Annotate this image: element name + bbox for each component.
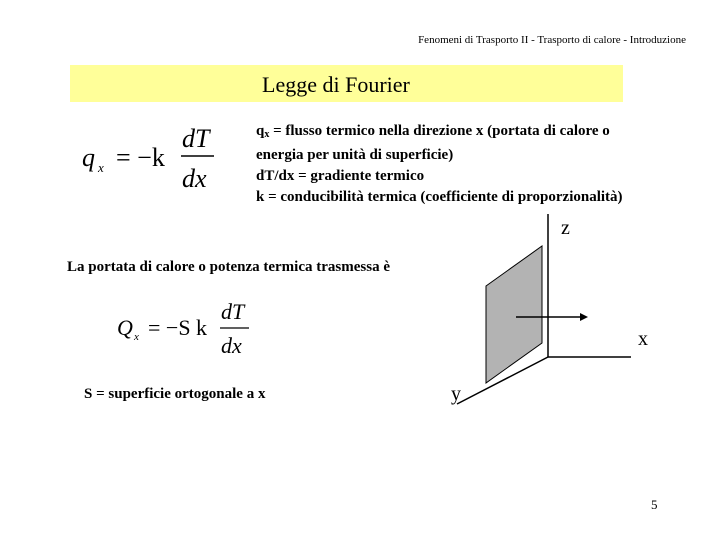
definition-gradient: dT/dx = gradiente termico — [256, 168, 425, 184]
z-axis-label: z — [561, 217, 570, 239]
x-axis-label: x — [638, 328, 648, 350]
eq-Q-subscript: x — [134, 331, 139, 343]
eq-q-numerator: dT — [182, 124, 210, 153]
eq-q-rhs-text: = −k — [116, 143, 165, 172]
eq-q-denominator: dx — [182, 164, 207, 193]
page-number: 5 — [651, 497, 658, 512]
superficie-text: S = superficie ortogonale a x — [84, 386, 266, 402]
eq-Q-rhs-text: = −S k — [148, 315, 208, 340]
y-axis-label: y — [451, 383, 461, 405]
eq-Q-denominator: dx — [221, 333, 242, 358]
eq-q-subscript: x — [98, 160, 104, 175]
eq-Q-symbol: Q — [117, 315, 133, 340]
definition-qx-symbol: q — [256, 123, 265, 139]
surface-plane — [486, 246, 542, 383]
heat-flux-arrowhead — [580, 313, 588, 321]
eq-Q-numerator: dT — [221, 299, 245, 324]
eq-q-symbol: q — [82, 143, 95, 172]
slide-header: Fenomeni di Trasporto II - Trasporto di calore - Introduzione — [418, 34, 686, 46]
definition-qx-subscript: x — [264, 129, 270, 140]
definition-conductivity: k = conducibilità termica (coefficiente di proporzionalità) — [256, 189, 623, 205]
definition-qx-text: = flusso termico nella direzione x (portata di calore o — [269, 123, 610, 139]
slide-title: Legge di Fourier — [262, 72, 410, 97]
portata-text: La portata di calore o potenza termica trasmessa è — [67, 259, 390, 275]
definition-qx-continued: energia per unità di superficie) — [256, 147, 454, 163]
